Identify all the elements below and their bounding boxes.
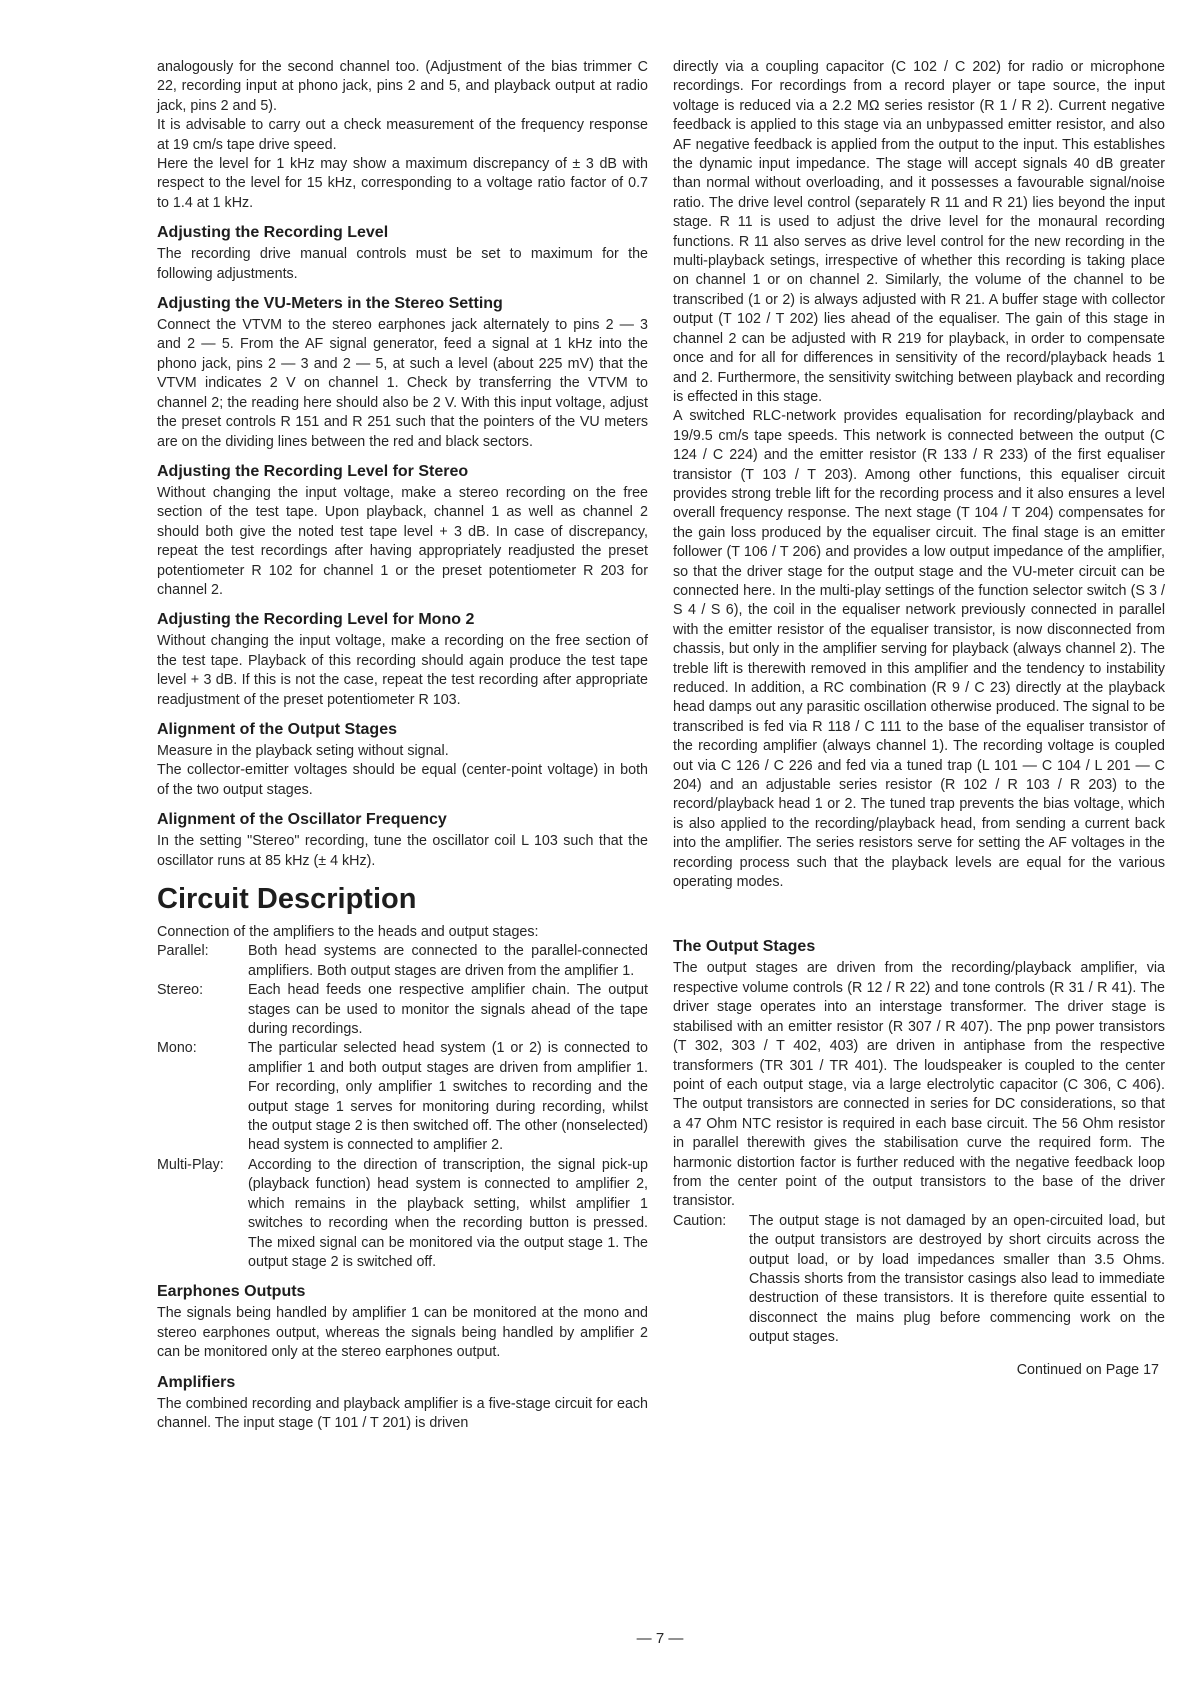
mode-description: Both head systems are connected to the parallel-connected amplifiers. Both output stages are driven from the amplifier 1. xyxy=(248,943,648,979)
output-stages-text: The output stages are driven from the recording/playback amplifier, via respective volume controls (R 12 / R 22) and tone controls (R 31 / R 41). The driver stage operates into an interstage transformer. The driver stage is stabilised with an emitter resistor (R 307 / R 407). The pnp power transistors (T 302, 303 / T 402, 403) are driven in antiphase from the respective transformers (TR 301 / TR 401). The loudspeaker is coupled to the center point of each output stage, via a large electrolytic capacitor (C 306, C 406). The output transistors are connected in series for DC considerations, so that a 47 Ohm NTC resistor is required in each base circuit. The 56 Ohm resistor in parallel therewith gives the stabilisation curve the required form. The harmonic distortion factor is further reduced with the negative feedback loop from the center point of the output transistors to the base of the driver transistor. xyxy=(673,960,1165,1210)
mode-item xyxy=(157,1156,648,1272)
left-column xyxy=(157,58,648,1433)
amplifier-paragraph: directly via a coupling capacitor (C 102 / C 202) for radio or microphone recordings. For recordings from a record player or tape source, the input voltage is reduced via a 2.2 MΩ series resistor (R 1 / R 2). Current negative feedback is applied to this stage via an unbypassed emitter resistor, and also AF negative feedback is applied from the output to the input. This establishes the dynamic input impedance. The stage will accept signals 40 dB greater than normal without overloading, and it possesses a favourable signal/noise ratio. The drive level control (separately R 11 and R 21) lies beyond the input stage. R 11 is used to adjust the drive level for the monaural recording functions. R 11 also serves as drive level control for the new recording in the multi-playback setings, irrespective of whether this recording is taking place on channel 1 or on channel 2. Similarly, the volume of the channel to be transcribed (1 or 2) is always adjusted with R 21. A buffer stage with collector output (T 102 / T 202) lies ahead of the equaliser. The gain of this stage in channel 2 can be adjusted with R 219 for playback, in order to compensate once and for all for differences in sensitivity of the record/playback heads 1 and 2. Furthermore, the sensitivity switching between playback and recording is effected in this stage. xyxy=(673,59,1165,405)
caution-text: The output stage is not damaged by an open-circuited load, but the output transistors are destroyed by short circuits across the output load, or by load impedances smaller than 3.5 Ohms. Chassis shorts from the transistor casings also lead to immediate destruction of these transistors. It is therefore quite essential to disconnect the mains plug before commencing work on the output stages. xyxy=(749,1212,1165,1346)
continued-note: Continued on Page 17 xyxy=(1016,1361,1159,1378)
mode-term: Stereo: xyxy=(157,982,204,999)
mode-description: The particular selected head system (1 or 2) is connected to amplifier 1 and both output stages are driven from amplifier 1. For recording, only amplifier 1 switches to recording and the output stage 1 serves for monitoring during recording, whilst the output stage 2 is then switched off. The other (nonselected) head system is connected to amplifier 2. xyxy=(248,1040,648,1154)
recording-level-text: The recording drive manual controls must be set to maximum for the following adjustments. xyxy=(157,246,648,282)
output-alignment-text: The collector-emitter voltages should be equal (center-point voltage) in both of the two output stages. xyxy=(157,762,648,798)
mode-list xyxy=(157,942,648,1272)
caution-label: Caution: xyxy=(673,1212,727,1229)
amplifiers-text: The combined recording and playback amplifier is a five-stage circuit for each channel. The input stage (T 101 / T 201) is driven xyxy=(157,1395,648,1431)
mode-term: Parallel: xyxy=(157,943,209,960)
mode-item xyxy=(157,981,648,1039)
intro-paragraph: analogously for the second channel too. (Adjustment of the bias trimmer C 22, recording input at phono jack, pins 2 and 5, and playback output at radio jack, pins 2 and 5). xyxy=(157,59,648,114)
section-title: Circuit Description xyxy=(157,883,417,915)
amplifiers-heading: Amplifiers xyxy=(157,1373,236,1391)
recording-level-heading: Adjusting the Recording Level xyxy=(157,224,389,242)
mode-item xyxy=(157,942,648,981)
intro-paragraph: Here the level for 1 kHz may show a maximum discrepancy of ± 3 dB with respect to the level for 15 kHz, corresponding to a voltage ratio factor of 0.7 to 1.4 at 1 kHz. xyxy=(157,156,648,211)
recording-mono2-heading: Adjusting the Recording Level for Mono 2 xyxy=(157,611,475,629)
vu-meters-text: Connect the VTVM to the stereo earphones jack alternately to pins 2 — 3 and 2 — 5. From the AF signal generator, feed a signal at 1 kHz into the phono jack, pins 2 — 3 and 2 — 5, at such a level (about 225 mV) that the VTVM indicates 2 V on channel 1. Check by transferring the VTVM to channel 2; the reading here should also be 2 V. With this input voltage, adjust the preset controls R 151 and R 251 such that the pointers of the VU meters are on the dividing lines between the red and black sectors. xyxy=(157,317,648,450)
output-stages-heading: The Output Stages xyxy=(673,938,816,956)
caution-note xyxy=(673,1212,1165,1348)
mode-description: Each head feeds one respective amplifier chain. The output stages can be used to monitor the signals ahead of the tape during recordings. xyxy=(248,982,648,1038)
recording-stereo-text: Without changing the input voltage, make a stereo recording on the free section of the test tape. Upon playback, channel 1 as well as channel 2 should both give the noted test tape level + 3 dB. In case of discrepancy, repeat the test recordings after having appropriately readjusted the preset potentiometer R 102 for channel 1 or the preset potentiometer R 203 for channel 2. xyxy=(157,484,648,598)
mode-item xyxy=(157,1039,648,1155)
mode-description: According to the direction of transcription, the signal pick-up (playback function) head system is connected to amplifier 2, which remains in the playback setting, whilst amplifier 1 switches to recording when the recording button is pressed. The mixed signal can be monitored via the output stage 1. The output stage 2 is switched off. xyxy=(248,1156,648,1270)
mode-term: Mono: xyxy=(157,1040,197,1057)
mode-term: Multi-Play: xyxy=(157,1156,224,1173)
intro-paragraph: It is advisable to carry out a check measurement of the frequency response at 19 cm/s tape drive speed. xyxy=(157,117,648,153)
oscillator-text: In the setting "Stereo" recording, tune the oscillator coil L 103 such that the oscillator runs at 85 kHz (± 4 kHz). xyxy=(157,833,648,869)
right-column xyxy=(673,58,1165,1380)
recording-mono2-text: Without changing the input voltage, make a recording on the free section of the test tape. Playback of this recording should again produce the test tape level + 3 dB. If this is not the case, repeat the test recording after appropriate readjustment of the preset potentiometer R 103. xyxy=(157,633,648,708)
earphones-text: The signals being handled by amplifier 1 can be monitored at the mono and stereo earphones output, whereas the signals being handled by amplifier 2 can be monitored only at the stereo earphones output. xyxy=(157,1305,648,1361)
recording-stereo-heading: Adjusting the Recording Level for Stereo xyxy=(157,462,469,480)
page-number: — 7 — xyxy=(636,1630,684,1647)
equaliser-paragraph: A switched RLC-network provides equalisation for recording/playback and 19/9.5 cm/s tape speeds. This network is connected between the output (C 124 / C 224) and the emitter resistor (R 133 / R 233) of the first equaliser transistor (T 103 / T 203). Among other functions, this equaliser circuit provides strong treble lift for the recording process and it also ensures a level overall frequency response. The next stage (T 104 / T 204) compensates for the gain loss produced by the equaliser circuit. The final stage is an emitter follower (T 106 / T 206) and provides a low output impedance of the amplifier, so that the driver stage for the output stage and the VU-meter circuit can be connected here. In the multi-play settings of the function selector switch (S 3 / S 4 / S 6), the coil in the equaliser network previously connected in parallel with the emitter resistor of the equaliser transistor, is now disconnected from chassis, but only in the amplifier serving for playback (always channel 2). The treble lift is therewith removed in this amplifier and the tendency to instability reduced. In addition, a RC combination (R 9 / C 23) directly at the playback head damps out any parasitic oscillation otherwise produced. The signal to be transcribed is fed via R 118 / C 111 to the base of the equaliser transistor of the recording amplifier (always channel 1). The recording voltage is coupled out via C 126 / C 226 and fed via a tuned trap (L 101 — C 104 / L 201 — C 204) and an adjustable series resistor (R 102 / R 103 / R 203) to the record/playback head 1 or 2. The tuned trap prevents the bias voltage, which is also applied to the recording/playback head, from sending a current back into the amplifier. The series resistors serve for setting the AF voltages in the recording process such that the playback levels are equal for the various operating modes. xyxy=(673,408,1165,891)
oscillator-heading: Alignment of the Oscillator Frequency xyxy=(157,811,447,829)
output-alignment-text: Measure in the playback seting without signal. xyxy=(157,742,449,759)
circuit-intro: Connection of the amplifiers to the heads and output stages: xyxy=(157,924,539,940)
earphones-heading: Earphones Outputs xyxy=(157,1283,306,1301)
output-alignment-heading: Alignment of the Output Stages xyxy=(157,720,397,738)
vu-meters-heading: Adjusting the VU-Meters in the Stereo Setting xyxy=(157,295,503,313)
